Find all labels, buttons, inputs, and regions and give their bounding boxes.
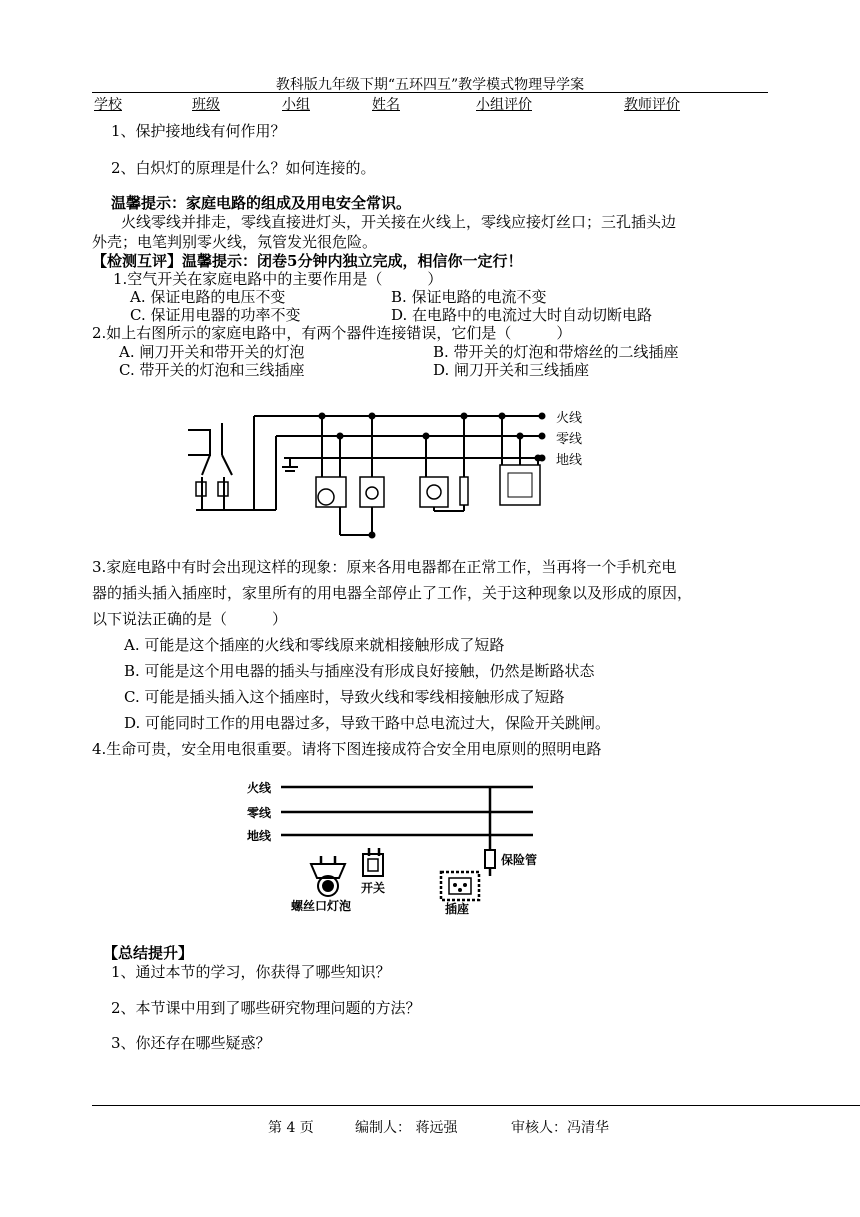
- summary-heading: 【总结提升】: [103, 944, 194, 962]
- test-q3-option-c: C. 可能是插头插入这个插座时，导致火线和零线相接触形成了短路: [124, 688, 565, 706]
- test-q1-option-d: D. 在电路中的电流过大时自动切断电路: [391, 306, 653, 324]
- diagram2-label-switch: 开关: [361, 881, 386, 895]
- diagram2-label-neutral: 零线: [247, 806, 272, 820]
- test-q3-option-b: B. 可能是这个用电器的插头与插座没有形成良好接触，仍然是断路状态: [124, 662, 595, 680]
- field-group-eval: 小组评价: [476, 97, 532, 113]
- test-q2-stem: 2.如上右图所示的家庭电路中，有两个器件连接错误，它们是（ ）: [92, 324, 572, 342]
- field-class: 班级: [192, 97, 220, 113]
- tip-title: 温馨提示：家庭电路的组成及用电安全常识。: [111, 194, 412, 212]
- summary-question-3: 3、你还存在哪些疑惑？: [111, 1034, 271, 1052]
- diagram2-label-bulb: 螺丝口灯泡: [291, 899, 352, 913]
- field-group: 小组: [282, 97, 310, 113]
- test-q1-option-b: B. 保证电路的电流不变: [391, 288, 547, 306]
- test-q3-stem-2: 器的插头插入插座时，家里所有的用电器全部停止了工作，关于这种现象以及形成的原因，: [92, 584, 693, 602]
- lighting-circuit-diagram: [245, 772, 555, 917]
- diagram1-label-neutral: 零线: [556, 431, 583, 446]
- field-school: 学校: [94, 97, 122, 113]
- test-q1-option-a: A. 保证电路的电压不变: [130, 288, 286, 306]
- page-header-title: 教科版九年级下期“五环四互”教学模式物理导学案: [275, 77, 585, 93]
- test-q3-option-a: A. 可能是这个插座的火线和零线原来就相接触形成了短路: [124, 636, 505, 654]
- test-q3-stem-1: 3.家庭电路中有时会出现这样的现象：原来各用电器都在正常工作，当再将一个手机充电: [92, 558, 677, 576]
- test-heading: 【检测互评】温馨提示：闭卷5分钟内独立完成，相信你一定行！: [92, 252, 523, 270]
- header-divider: [92, 92, 768, 93]
- test-q2-option-c: C. 带开关的灯泡和三线插座: [119, 361, 305, 379]
- field-teacher-eval: 教师评价: [624, 97, 680, 113]
- test-q4-stem: 4.生命可贵，安全用电很重要。请将下图连接成符合安全用电原则的照明电路: [92, 740, 602, 758]
- test-q3-option-d: D. 可能同时工作的用电器过多，导致干路中总电流过大，保险开关跳闸。: [124, 714, 611, 732]
- household-circuit-diagram: [180, 405, 620, 545]
- test-q3-stem-3: 以下说法正确的是（ ）: [92, 610, 288, 628]
- footer-reviewer: 审核人：冯清华: [511, 1120, 609, 1136]
- diagram1-label-ground: 地线: [556, 452, 583, 467]
- test-q2-option-b: B. 带开关的灯泡和带熔丝的二线插座: [433, 343, 679, 361]
- pre-question-2: 2、白炽灯的原理是什么？如何连接的。: [111, 159, 376, 177]
- test-q1-option-c: C. 保证用电器的功率不变: [130, 306, 301, 324]
- summary-question-2: 2、本节课中用到了哪些研究物理问题的方法？: [111, 999, 421, 1017]
- diagram2-label-fuse: 保险管: [501, 853, 538, 867]
- footer-page-number: 第 4 页: [268, 1120, 314, 1136]
- diagram2-label-live: 火线: [247, 781, 272, 795]
- test-q2-option-d: D. 闸刀开关和三线插座: [433, 361, 590, 379]
- footer-editor: 编制人： 蒋远强: [355, 1120, 458, 1136]
- diagram1-label-live: 火线: [556, 410, 583, 425]
- footer-divider: [92, 1105, 860, 1106]
- summary-question-1: 1、通过本节的学习，你获得了哪些知识？: [111, 963, 391, 981]
- tip-line-1: 火线零线并排走，零线直接进灯头，开关接在火线上，零线应接灯丝口；三孔插头边: [121, 213, 677, 231]
- tip-line-2: 外壳；电笔判别零火线，氖管发光很危险。: [92, 233, 378, 251]
- pre-question-1: 1、保护接地线有何作用？: [111, 122, 286, 140]
- diagram2-label-ground: 地线: [247, 829, 272, 843]
- test-q1-stem: 1.空气开关在家庭电路中的主要作用是（ ）: [113, 270, 443, 288]
- diagram2-label-socket: 插座: [445, 902, 470, 916]
- field-name: 姓名: [372, 97, 400, 113]
- test-q2-option-a: A. 闸刀开关和带开关的灯泡: [119, 343, 305, 361]
